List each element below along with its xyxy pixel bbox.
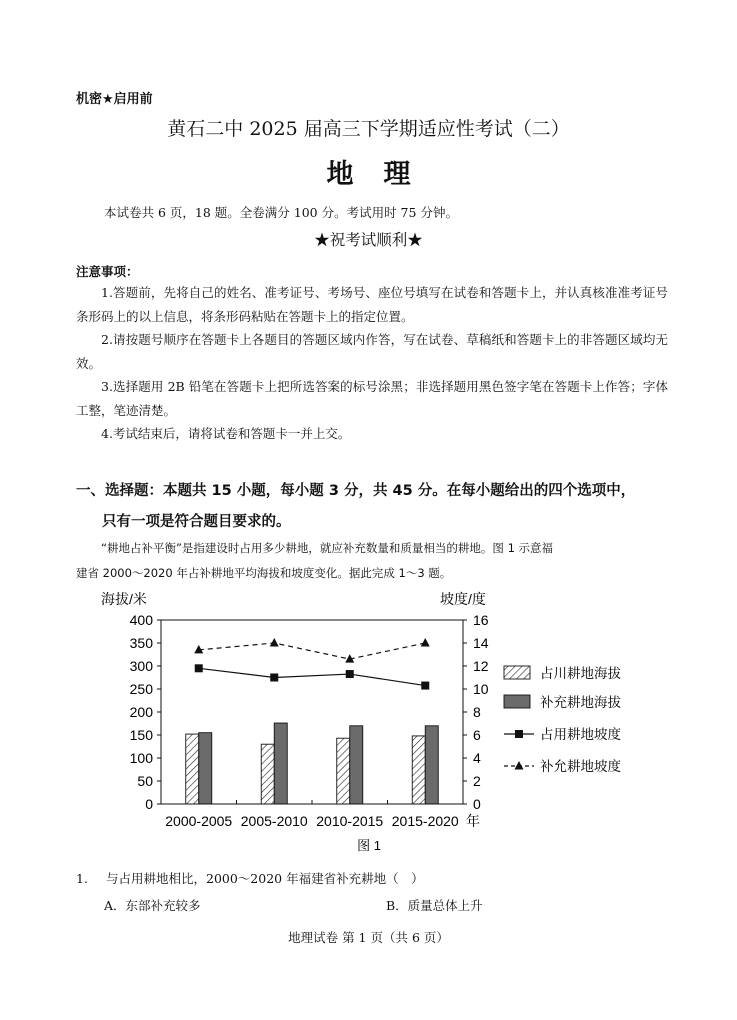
section-heading (76, 476, 676, 538)
exam-title: 黄石二中 2025 届高三下学期适应性考试（二） (167, 118, 570, 140)
intro-line-1: “耕地占补平衡”是指建设时占用多少耕地，就应补充数量和质量相当的耕地。图 1 示意福 (101, 541, 554, 555)
y2-axis-label: 坡度/度 (440, 591, 486, 607)
y2-tick-label: 10 (473, 681, 489, 697)
section-heading-line-1: 一、选择题：本题共 15 小题，每小题 3 分，共 45 分。在每小题给出的四个选项中， (76, 483, 636, 499)
question-text: 与占用耕地相比，2000～2020 年福建省补充耕地（ ） (106, 871, 424, 886)
y-tick-label: 250 (129, 681, 153, 697)
notice-list (76, 281, 668, 446)
legend-label: 补充耕地海拔 (540, 695, 621, 710)
y2-tick-label: 8 (473, 704, 481, 720)
legend-swatch-hatched (504, 666, 530, 679)
y-tick-label: 100 (129, 750, 153, 766)
y-axis-label: 海拔/米 (101, 591, 147, 607)
question-1-stem (76, 869, 424, 887)
y2-tick-label: 4 (473, 750, 481, 766)
line-supplemented-slope (199, 643, 426, 659)
line-marks (194, 638, 430, 690)
legend-swatch-solid (504, 695, 530, 708)
legend-label: 占川耕地海拔 (540, 666, 621, 681)
x-axis-unit: 年 (466, 813, 480, 829)
question-intro (76, 536, 668, 586)
y-tick-label: 300 (129, 658, 153, 674)
point-occupied-slope (346, 670, 354, 678)
y2-tick-label: 0 (473, 796, 481, 812)
page-footer: 地理试卷 第 1 页（共 6 页） (288, 930, 449, 945)
y2-tick-label: 12 (473, 658, 489, 674)
legend-label: 补允耕地坡度 (540, 759, 621, 774)
notice-heading: 注意事项： (76, 264, 139, 279)
confidential-label: 机密★启用前 (76, 92, 153, 107)
point-occupied-slope (421, 682, 429, 690)
chart-legend (504, 665, 621, 774)
point-occupied-slope (270, 674, 278, 682)
bar-occupied-elevation (337, 738, 350, 804)
y2-tick-label: 14 (473, 635, 489, 651)
intro-line-2: 建省 2000～2020 年占补耕地平均海拔和坡度变化。据此完成 1～3 题。 (76, 566, 452, 580)
bar-supplemented-elevation (350, 726, 363, 804)
y2-tick-label: 6 (473, 727, 481, 743)
bar-occupied-elevation (186, 734, 199, 804)
point-occupied-slope (195, 664, 203, 672)
notice-item: 1.答题前，先将自己的姓名、准考证号、考场号、座位号填写在试卷和答题卡上，并认真核准准考证号条形码上的以上信息，将条形码粘贴在答题卡上的指定位置。 (76, 285, 668, 324)
y-tick-label: 50 (137, 773, 153, 789)
bar-occupied-elevation (412, 736, 425, 804)
legend-marker-square (515, 730, 523, 738)
y-tick-label: 350 (129, 635, 153, 651)
bar-marks (186, 723, 439, 804)
subject-title: 地理 (326, 159, 441, 190)
y-tick-label: 0 (145, 796, 153, 812)
bar-supplemented-elevation (199, 733, 212, 804)
bar-occupied-elevation (261, 744, 274, 804)
notice-item: 4.考试结束后，请将试卷和答题卡一并上交。 (101, 426, 351, 441)
legend-marker-triangle (515, 761, 524, 770)
y-axis-ticks (130, 612, 161, 812)
y2-axis-ticks (463, 612, 489, 812)
x-tick-label: 2015-2020 (391, 813, 459, 829)
good-luck-line: ★祝考试顺利★ (314, 231, 423, 249)
y2-tick-label: 16 (473, 612, 489, 628)
x-tick-label: 2010-2015 (316, 813, 384, 829)
bar-supplemented-elevation (425, 726, 438, 804)
y-tick-label: 150 (129, 727, 153, 743)
figure-1-chart (0, 585, 737, 865)
y2-tick-label: 2 (473, 773, 481, 789)
bar-supplemented-elevation (274, 723, 287, 804)
section-heading-line-2: 只有一项是符合题目要求的。 (102, 514, 291, 530)
notice-item: 2.请按题号顺序在答题卡上各题目的答题区域内作答，写在试卷、草稿纸和答题卡上的非答题区域均无效。 (76, 332, 668, 371)
x-tick-label: 2005-2010 (240, 813, 308, 829)
y-tick-label: 200 (129, 704, 153, 720)
line-occupied-slope (199, 668, 426, 685)
legend-label: 占用耕地坡度 (540, 727, 621, 742)
point-supplemented-slope (421, 638, 430, 647)
exam-info: 本试卷共 6 页，18 题。全卷满分 100 分。考试用时 75 分钟。 (104, 205, 458, 220)
figure-caption: 图 1 (357, 838, 381, 853)
y-tick-label: 400 (129, 612, 153, 628)
notice-item: 3.选择题用 2B 铅笔在答题卡上把所选答案的标号涂黑；非选择题用黑色签字笔在答题卡上作答；字体工整，笔迹清楚。 (76, 379, 668, 418)
option-a[interactable]: A．东部补充较多 (104, 898, 201, 913)
option-b[interactable]: B．质量总体上升 (386, 898, 483, 913)
question-number: 1. (76, 871, 88, 886)
x-tick-label: 2000-2005 (165, 813, 233, 829)
point-supplemented-slope (270, 638, 279, 647)
